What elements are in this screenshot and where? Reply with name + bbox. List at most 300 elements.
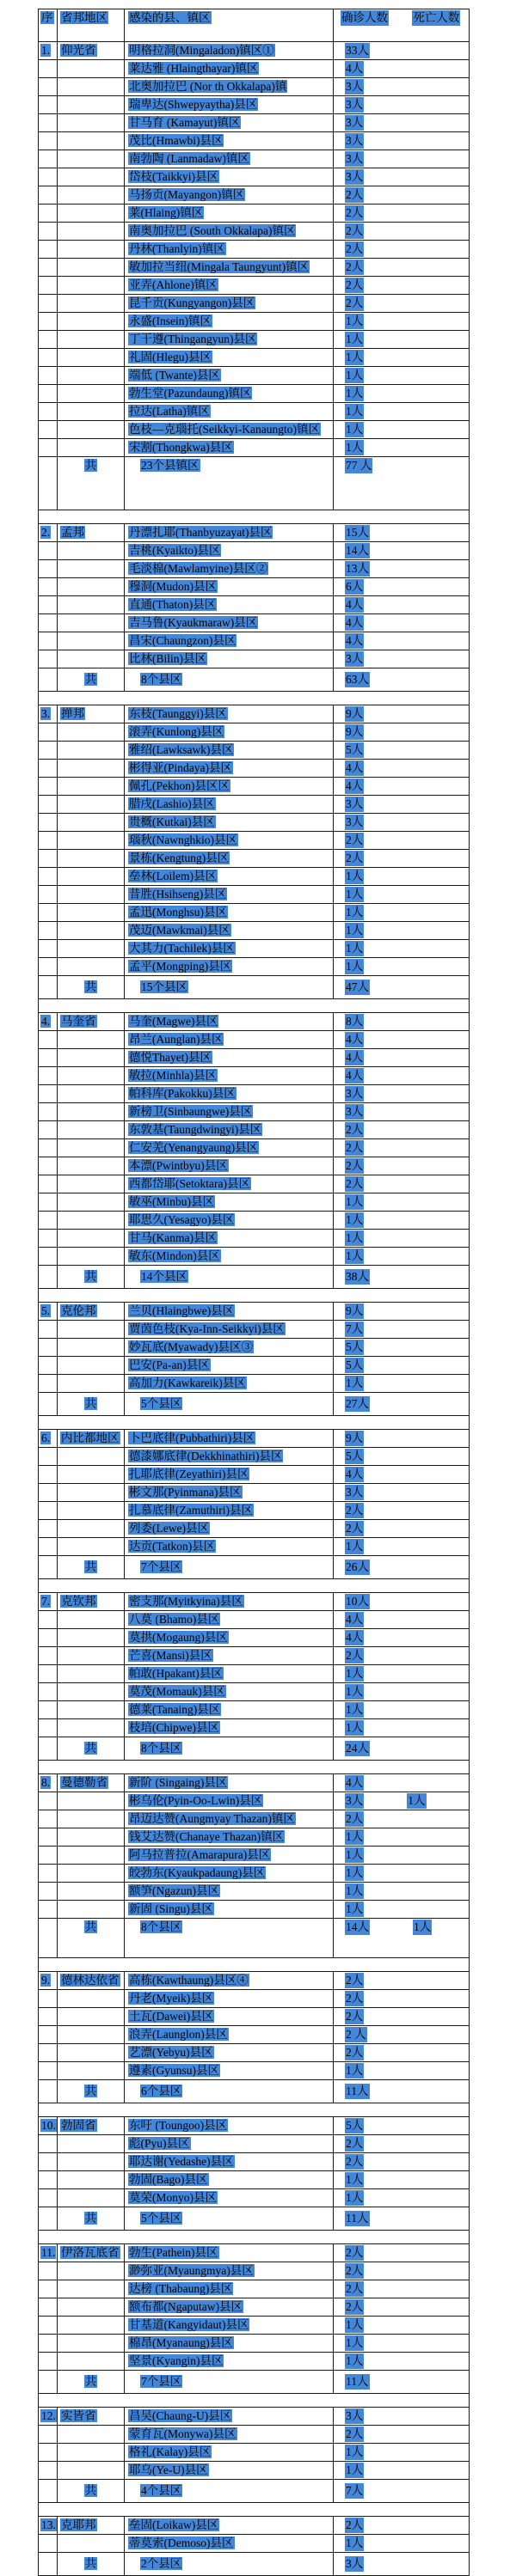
township-name: 贵概(Kutkai)县区: [129, 815, 215, 829]
township-cell: [125, 560, 334, 578]
region-cell: [58, 1828, 125, 1847]
table-row: [39, 1520, 470, 1538]
confirmed-count: 2人: [346, 833, 364, 847]
township-name: 额笋(Ngazun)县区: [129, 1884, 219, 1898]
seq-cell: [39, 632, 58, 650]
count-cell: [334, 78, 470, 96]
region-name: 马奎省: [61, 1015, 96, 1029]
seq-cell: [39, 2462, 58, 2480]
table-row: [39, 367, 470, 385]
township-name: 浪弄(Launglon)县区: [129, 2028, 228, 2042]
confirmed-count: 1人: [346, 1848, 364, 1862]
seq-cell: [39, 2244, 58, 2262]
confirmed-count: 2人: [346, 1504, 364, 1517]
township-name: 色枝—克瑙托(Seikkyi-Kanaungto)镇区: [129, 423, 320, 436]
township-name: 勃生(Pathein)县区: [129, 2246, 218, 2260]
township-name: 帕敢(Hpakant)县区: [129, 1667, 223, 1681]
township-name: 景栋(Kengtung)县区: [129, 852, 230, 865]
township-cell: [125, 1212, 334, 1230]
region-cell: [58, 439, 125, 457]
seq-cell: [39, 1103, 58, 1121]
township-name: 拉达(Latha)镇区: [129, 405, 210, 418]
count-cell: [334, 560, 470, 578]
confirmed-count: 3人: [346, 2409, 364, 2423]
count-cell: [334, 2189, 470, 2207]
section-total-row: [39, 1393, 470, 1416]
township-name: 孟平(Mongping)县区: [129, 960, 232, 974]
count-cell: [334, 385, 470, 403]
confirmed-count: 1人: [346, 314, 364, 328]
region-cell: [58, 1665, 125, 1683]
count-cell: [334, 1828, 470, 1847]
township-name: 高加力(Kawkareik)县区: [129, 1377, 246, 1390]
table-row: [39, 742, 470, 760]
region-cell: [58, 2462, 125, 2480]
count-cell: [334, 596, 470, 614]
township-cell: [125, 850, 334, 868]
confirmed-count: 2人: [346, 2282, 364, 2296]
township-cell: [125, 596, 334, 614]
total-label-cell: [58, 457, 125, 510]
section-spacer-row: [39, 2231, 470, 2244]
table-row: [39, 2008, 470, 2026]
seq-cell: [39, 2026, 58, 2044]
count-cell: [334, 277, 470, 295]
count-cell: [334, 922, 470, 940]
region-cell: [58, 2117, 125, 2135]
confirmed-count: 3人: [346, 134, 364, 148]
township-cell: [125, 1175, 334, 1193]
region-cell: [58, 578, 125, 596]
confirmed-count: 2人: [346, 260, 364, 274]
table-header-row: [39, 9, 470, 42]
township-cell: [125, 1828, 334, 1847]
seq-cell: [39, 2135, 58, 2153]
seq-cell: [39, 1883, 58, 1901]
township-cell: [125, 2008, 334, 2026]
township-cell: [125, 2317, 334, 2335]
header-region-label: 省邦地区: [61, 11, 108, 24]
confirmed-count: 4人: [346, 1468, 364, 1481]
count-cell: [334, 331, 470, 349]
seq-cell: [39, 1665, 58, 1683]
township-name: 滚弄(Kunlong)县区: [129, 725, 224, 739]
table-row: [39, 958, 470, 976]
township-name: 甘马育 (Kamayut)镇区: [129, 116, 241, 130]
seq-cell: [39, 796, 58, 814]
region-name: 克伦邦: [61, 1304, 96, 1318]
region-cell: [58, 2408, 125, 2426]
section-spacer-row: [39, 2103, 470, 2117]
count-cell: [334, 186, 470, 204]
count-cell: [334, 1448, 470, 1466]
confirmed-count: 1人: [346, 942, 364, 955]
region-cell: [58, 723, 125, 742]
township-name: 垒林(Loilem)县区: [129, 870, 217, 883]
count-cell: [334, 132, 470, 150]
table-row: [39, 2444, 470, 2462]
region-name: 克耶邦: [61, 2518, 96, 2532]
region-cell: [58, 277, 125, 295]
count-cell: [334, 2008, 470, 2026]
table-row: [39, 1121, 470, 1139]
township-cell: [125, 204, 334, 223]
township-cell: [125, 904, 334, 922]
seq-cell: [39, 886, 58, 904]
seq-cell: [39, 1321, 58, 1339]
township-name: 甘马(Kanma)县区: [129, 1231, 217, 1245]
township-name: 耶乌(Ye-U)县区: [129, 2463, 208, 2477]
township-name: 扎耶底律(Zeyathiri)县区: [129, 1468, 249, 1481]
township-name: 比林(Bilin)县区: [129, 652, 206, 666]
report-table-body: [39, 9, 470, 2576]
header-seq-label: 序: [41, 11, 53, 24]
table-row: [39, 524, 470, 542]
confirmed-count: 2人: [346, 1123, 364, 1137]
region-cell: [58, 760, 125, 778]
region-cell: [58, 132, 125, 150]
total-townships-cell: [125, 2553, 334, 2576]
total-townships-cell: [125, 668, 334, 692]
confirmed-count: 2人: [346, 296, 364, 310]
township-cell: [125, 922, 334, 940]
township-cell: [125, 331, 334, 349]
count-cell: [334, 1883, 470, 1901]
region-cell: [58, 1230, 125, 1248]
township-name: 莫拱(Mogaung)县区: [129, 1631, 228, 1645]
table-row: [39, 168, 470, 186]
count-cell: [334, 632, 470, 650]
township-name: 列委(Lewe)县区: [129, 1522, 209, 1535]
table-row: [39, 277, 470, 295]
region-cell: [58, 403, 125, 421]
total-townships: 7个县区: [141, 2375, 182, 2389]
confirmed-count: 4人: [346, 634, 364, 648]
confirmed-count: 1人: [346, 888, 364, 901]
township-name: 德漆娜底律(Dekkhinathiri)县区: [129, 1450, 283, 1463]
township-name: 亚弄(Ahlone)镇区: [129, 278, 218, 292]
seq-cell: [39, 1865, 58, 1883]
table-row: [39, 850, 470, 868]
table-row: [39, 632, 470, 650]
township-name: 吉桃(Kyaikto)县区: [129, 544, 221, 558]
region-cell: [58, 367, 125, 385]
total-townships-cell: [125, 1393, 334, 1416]
total-label-cell: [58, 1556, 125, 1579]
confirmed-count: 1人: [346, 2445, 364, 2459]
total-count-cell: [334, 2371, 470, 2394]
table-row: [39, 832, 470, 850]
township-name: 彬得亚(Pindaya)县区: [129, 761, 232, 775]
region-cell: [58, 778, 125, 796]
total-count-cell: [334, 2207, 470, 2231]
region-cell: [58, 1339, 125, 1357]
confirmed-count: 1人: [346, 2354, 364, 2368]
seq-cell: [39, 2444, 58, 2462]
table-row: [39, 1085, 470, 1103]
township-name: 孟迅(Monghsu)县区: [129, 906, 227, 919]
confirmed-count: 2人: [346, 2518, 364, 2532]
township-name: 腊戌(Lashio)县区: [129, 797, 215, 811]
township-cell: [125, 1719, 334, 1737]
township-cell: [125, 1502, 334, 1520]
total-confirmed-count: 47人: [346, 980, 369, 994]
seq-cell: [39, 349, 58, 367]
region-cell: [58, 1357, 125, 1375]
section-total-row: [39, 457, 470, 510]
table-row: [39, 1230, 470, 1248]
total-townships: 6个县区: [141, 2085, 182, 2098]
count-cell: [334, 1774, 470, 1792]
count-cell: [334, 2335, 470, 2353]
region-cell: [58, 204, 125, 223]
count-cell: [334, 1085, 470, 1103]
region-name: 克钦邦: [61, 1595, 96, 1608]
township-cell: [125, 1139, 334, 1157]
confirmed-count: 1人: [346, 1884, 364, 1898]
seq-cell: [39, 2044, 58, 2062]
total-townships: 15个县区: [141, 980, 187, 994]
total-townships: 2个县区: [141, 2557, 182, 2571]
region-name: 掸邦: [61, 707, 84, 721]
township-name: 贾茵色枝(Kya-Inn-Seikkyi)县区: [129, 1322, 285, 1336]
township-cell: [125, 742, 334, 760]
region-cell: [58, 596, 125, 614]
region-cell: [58, 186, 125, 204]
confirmed-count: 4人: [346, 1776, 364, 1790]
table-row: [39, 1212, 470, 1230]
township-name: 昂迈达赞(Aungmyay Thazan)镇区: [129, 1812, 295, 1826]
confirmed-count: 4人: [346, 1051, 364, 1065]
table-row: [39, 560, 470, 578]
township-cell: [125, 1972, 334, 1990]
township-name: 北奥加拉巴 (Nor th Okkalapa)镇: [129, 80, 287, 94]
count-cell: [334, 1121, 470, 1139]
spacer-cell: [39, 692, 470, 705]
count-cell: [334, 886, 470, 904]
spacer-cell: [39, 2503, 470, 2517]
table-row: [39, 1031, 470, 1049]
section-number: 12.: [41, 2409, 56, 2423]
township-name: 格礼(Kalay)县区: [129, 2445, 212, 2459]
region-cell: [58, 1683, 125, 1701]
total-townships-cell: [125, 1737, 334, 1761]
total-confirmed-count: 14人: [346, 1920, 369, 1933]
seq-cell: [39, 150, 58, 168]
township-cell: [125, 1193, 334, 1212]
township-name: 遵素(Gyunsu)县区: [129, 2064, 219, 2078]
township-name: 丹老(Myeik)县区: [129, 1992, 214, 2005]
table-row: [39, 650, 470, 668]
seq-cell: [39, 814, 58, 832]
table-row: [39, 1593, 470, 1611]
region-cell: [58, 1538, 125, 1556]
seq-cell: [39, 1393, 58, 1416]
spacer-cell: [39, 999, 470, 1013]
total-townships-cell: [125, 1266, 334, 1289]
count-cell: [334, 1502, 470, 1520]
region-cell: [58, 2135, 125, 2153]
table-row: [39, 1810, 470, 1828]
total-townships: 14个县区: [141, 1270, 187, 1284]
region-cell: [58, 168, 125, 186]
count-cell: [334, 1303, 470, 1321]
section-total-row: [39, 1919, 470, 1958]
region-cell: [58, 868, 125, 886]
count-cell: [334, 42, 470, 60]
township-cell: [125, 114, 334, 132]
confirmed-count: 1人: [346, 1902, 364, 1916]
confirmed-count: 4人: [346, 616, 364, 630]
region-cell: [58, 1321, 125, 1339]
seq-cell: [39, 1193, 58, 1212]
count-cell: [334, 1103, 470, 1121]
region-cell: [58, 2444, 125, 2462]
confirmed-count: 5人: [346, 1358, 364, 1372]
table-row: [39, 150, 470, 168]
seq-cell: [39, 2535, 58, 2553]
count-cell: [334, 1611, 470, 1629]
count-cell: [334, 313, 470, 331]
region-cell: [58, 2189, 125, 2207]
total-townships-cell: [125, 976, 334, 999]
seq-cell: [39, 1121, 58, 1139]
table-row: [39, 2298, 470, 2317]
count-cell: [334, 1484, 470, 1502]
township-name: 瑞卑达(Shwepyaytha)县区: [129, 98, 258, 112]
township-name: 明格拉洞(Mingaladon)镇区①: [129, 44, 274, 58]
table-row: [39, 1357, 470, 1375]
total-label: 共: [84, 2557, 97, 2571]
seq-cell: [39, 2553, 58, 2576]
confirmed-count: 3人: [346, 652, 364, 666]
township-cell: [125, 1629, 334, 1647]
spacer-cell: [39, 1761, 470, 1774]
region-cell: [58, 1901, 125, 1919]
township-name: 芒喜(Mansi)县区: [129, 1649, 212, 1663]
table-row: [39, 2171, 470, 2189]
township-cell: [125, 1230, 334, 1248]
total-count-cell: [334, 2553, 470, 2576]
township-cell: [125, 1049, 334, 1067]
region-cell: [58, 524, 125, 542]
region-cell: [58, 1774, 125, 1792]
table-row: [39, 186, 470, 204]
count-cell: [334, 2353, 470, 2371]
township-name: 阿马拉普拉(Amarapura)县区: [129, 1848, 271, 1862]
seq-cell: [39, 778, 58, 796]
seq-cell: [39, 1647, 58, 1665]
township-cell: [125, 223, 334, 241]
township-cell: [125, 578, 334, 596]
township-name: 坚景(Kyangin)县区: [129, 2354, 224, 2368]
township-cell: [125, 2062, 334, 2080]
table-row: [39, 1303, 470, 1321]
seq-cell: [39, 1230, 58, 1248]
table-row: [39, 778, 470, 796]
confirmed-count: 3人: [346, 1486, 364, 1499]
section-total-row: [39, 2080, 470, 2103]
region-cell: [58, 1085, 125, 1103]
confirmed-count: 1人: [346, 2173, 364, 2187]
township-name: 彪(Pyu)县区: [129, 2137, 190, 2151]
township-name: 丹林(Thanlyin)镇区: [129, 242, 225, 256]
confirmed-count: 2 人: [346, 2028, 366, 2042]
region-name: 孟邦: [61, 526, 84, 540]
region-name: 曼德勒省: [61, 1776, 108, 1790]
seq-cell: [39, 367, 58, 385]
total-label-cell: [58, 1266, 125, 1289]
total-count-cell: [334, 1556, 470, 1579]
seq-cell: [39, 1593, 58, 1611]
confirmed-count: 3人: [346, 1794, 364, 1808]
total-label: 共: [84, 1742, 97, 1755]
report-table: [38, 9, 470, 2576]
table-row: [39, 796, 470, 814]
township-name: 穆洞(Mudon)县区: [129, 580, 217, 594]
count-cell: [334, 421, 470, 439]
total-label: 共: [84, 1270, 97, 1284]
region-name: 勃固省: [61, 2119, 96, 2133]
region-cell: [58, 614, 125, 632]
total-confirmed-count: 27人: [346, 1397, 369, 1411]
region-cell: [58, 2335, 125, 2353]
seq-cell: [39, 1972, 58, 1990]
seq-cell: [39, 331, 58, 349]
total-confirmed-count: 11人: [346, 2375, 369, 2389]
township-cell: [125, 367, 334, 385]
confirmed-count: 1人: [346, 924, 364, 937]
spacer-cell: [39, 2231, 470, 2244]
confirmed-count: 4人: [346, 1631, 364, 1645]
seq-cell: [39, 385, 58, 403]
region-cell: [58, 1103, 125, 1121]
count-cell: [334, 241, 470, 259]
table-row: [39, 1139, 470, 1157]
township-cell: [125, 868, 334, 886]
count-cell: [334, 1629, 470, 1647]
table-row: [39, 96, 470, 114]
count-cell: [334, 1339, 470, 1357]
section-number: 10.: [41, 2119, 56, 2133]
region-cell: [58, 1031, 125, 1049]
seq-cell: [39, 132, 58, 150]
count-cell: [334, 705, 470, 723]
township-cell: [125, 2153, 334, 2171]
region-cell: [58, 1520, 125, 1538]
region-cell: [58, 1647, 125, 1665]
seq-cell: [39, 832, 58, 850]
region-cell: [58, 2426, 125, 2444]
region-cell: [58, 1629, 125, 1647]
total-count-cell: [334, 1393, 470, 1416]
table-row: [39, 132, 470, 150]
total-label-cell: [58, 2553, 125, 2576]
region-cell: [58, 632, 125, 650]
total-count-cell: [334, 1919, 470, 1958]
region-cell: [58, 1212, 125, 1230]
region-cell: [58, 1175, 125, 1193]
total-label-cell: [58, 1919, 125, 1958]
section-number: 5.: [41, 1304, 51, 1318]
table-row: [39, 1339, 470, 1357]
section-total-row: [39, 2480, 470, 2503]
confirmed-count: 5人: [346, 1340, 364, 1354]
count-cell: [334, 2117, 470, 2135]
township-name: 雅绍(Lawksawk)县区: [129, 743, 234, 757]
seq-cell: [39, 2117, 58, 2135]
region-cell: [58, 1157, 125, 1175]
